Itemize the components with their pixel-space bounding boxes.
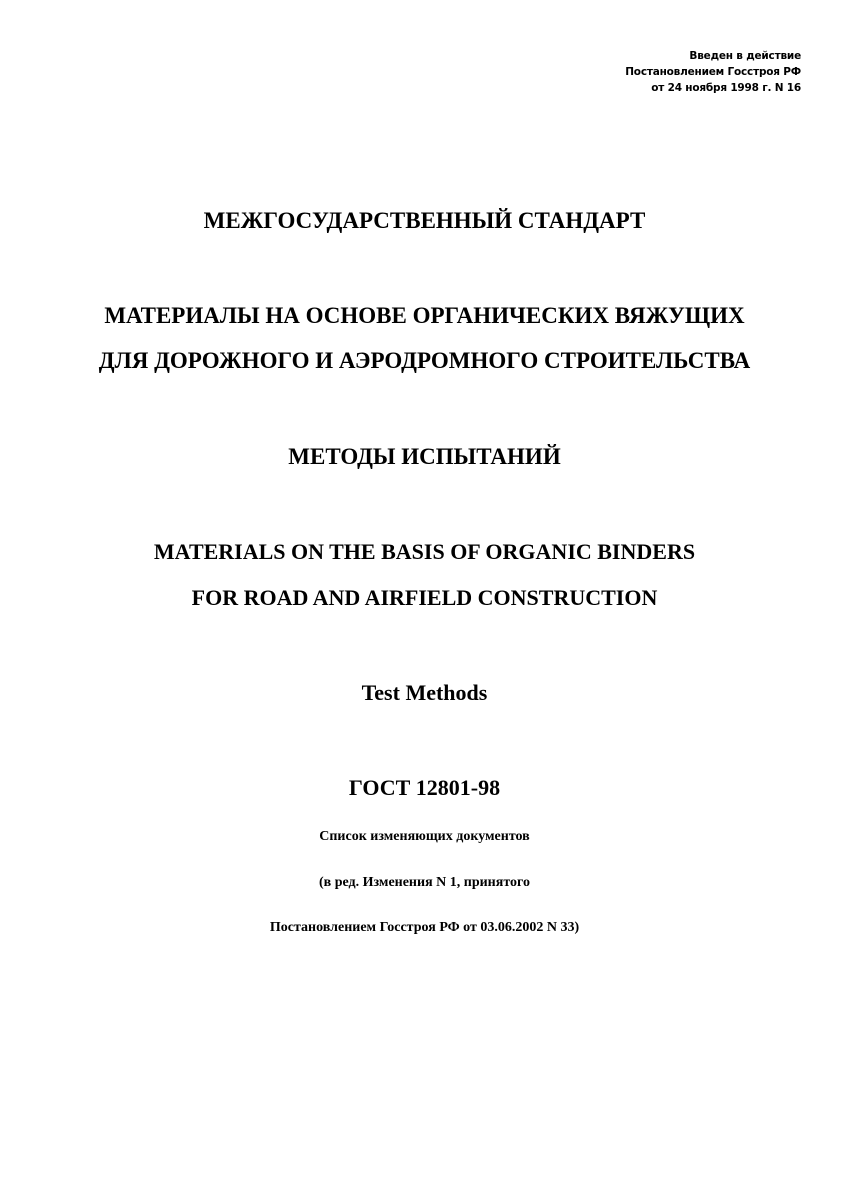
document-code: ГОСТ 12801-98 (348, 775, 501, 800)
enactment-line-3: от 24 ноября 1998 г. N 16 (651, 82, 801, 94)
standard-type: МЕЖГОСУДАРСТВЕННЫЙ СТАНДАРТ (203, 208, 646, 233)
changes-line-2: Постановлением Госстроя РФ от 03.06.2002 N 33) (269, 920, 580, 935)
title-en-line-1: MATERIALS ON THE BASIS OF ORGANIC BINDERS (153, 539, 696, 564)
changes-heading: Список изменяющих документов (319, 829, 530, 844)
subtitle-ru: МЕТОДЫ ИСПЫТАНИЙ (288, 444, 561, 469)
title-en-line-2: FOR ROAD AND AIRFIELD CONSTRUCTION (191, 585, 658, 610)
enactment-line-2: Постановлением Госстроя РФ (625, 66, 801, 78)
changes-line-1: (в ред. Изменения N 1, принятого (318, 875, 531, 890)
title-ru-line-1: МАТЕРИАЛЫ НА ОСНОВЕ ОРГАНИЧЕСКИХ ВЯЖУЩИХ (104, 303, 745, 328)
subtitle-en: Test Methods (361, 680, 488, 705)
enactment-line-1: Введен в действие (689, 50, 801, 62)
title-ru-line-2: ДЛЯ ДОРОЖНОГО И АЭРОДРОМНОГО СТРОИТЕЛЬСТВА (98, 348, 751, 373)
enactment-note (625, 48, 801, 96)
